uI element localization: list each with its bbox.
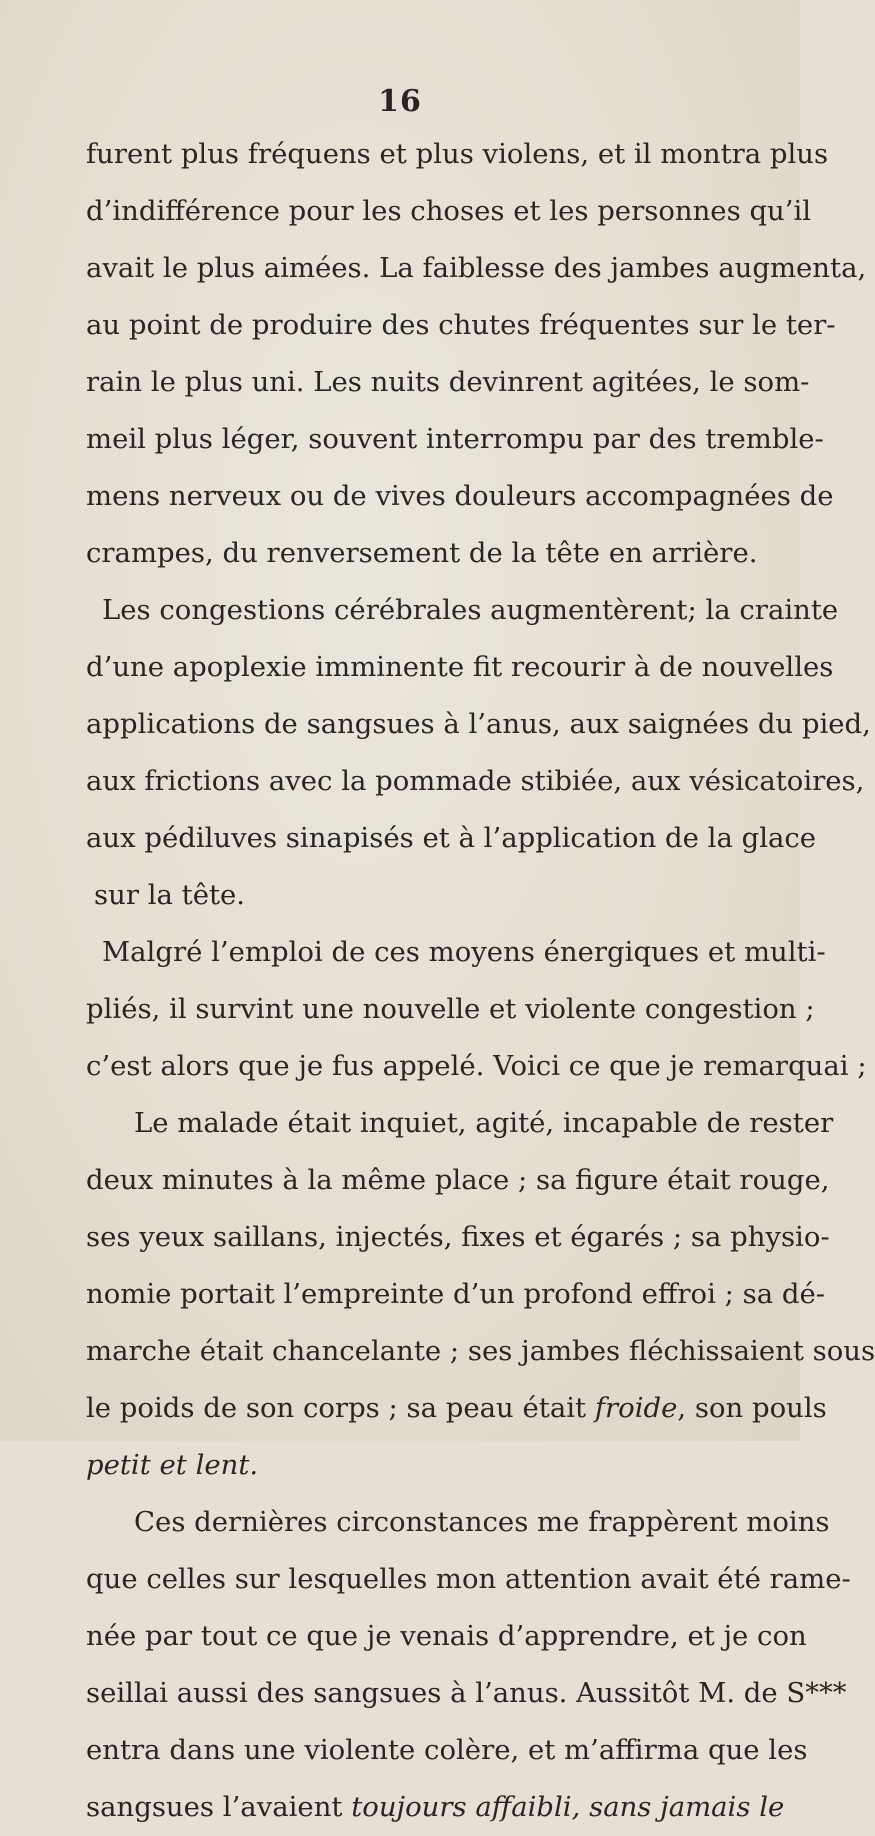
text-line: mens nerveux ou de vives douleurs accompagnées de <box>86 480 834 512</box>
text-line: ses yeux saillans, injectés, fixes et égarés ; sa physio- <box>86 1221 830 1253</box>
paragraph-start: Ces dernières circonstances me frappèrent moins <box>134 1506 830 1538</box>
text-line: nomie portait l’empreinte d’un profond effroi ; sa dé- <box>86 1278 826 1310</box>
text-line: au point de produire des chutes fréquentes sur le ter- <box>86 309 836 341</box>
text-line: d’une apoplexie imminente fit recourir à de nouvelles <box>86 651 834 683</box>
text-span: le poids de son corps ; sa peau était <box>86 1392 595 1424</box>
text-line: aux frictions avec la pommade stibiée, aux vésicatoires, <box>86 765 865 797</box>
paragraph-start: Le malade était inquiet, agité, incapable de rester <box>134 1107 834 1139</box>
text-line-mixed <box>86 1380 827 1437</box>
italic-phrase: toujours affaibli <box>351 1791 572 1823</box>
text-line: c’est alors que je fus appelé. Voici ce que je remarquai ; <box>86 1050 867 1082</box>
text-line: meil plus léger, souvent interrompu par des tremble- <box>86 423 824 455</box>
paragraph-start: Malgré l’emploi de ces moyens énergiques et multi- <box>102 936 826 968</box>
text-line: née par tout ce que je venais d’apprendre, et je con <box>86 1620 807 1652</box>
text-line: sur la tête. <box>94 879 246 911</box>
text-line: aux pédiluves sinapisés et à l’application de la glace <box>86 822 817 854</box>
text-line: pliés, il survint une nouvelle et violente congestion ; <box>86 993 815 1025</box>
text-line: marche était chancelante ; ses jambes fléchissaient sous <box>86 1335 875 1367</box>
text-line: entra dans une violente colère, et m’affirma que les <box>86 1734 808 1766</box>
paragraph-start: Les congestions cérébrales augmentèrent; la crainte <box>102 594 839 626</box>
text-span: , son pouls <box>677 1392 827 1424</box>
text-span: sangsues l’avaient <box>86 1791 352 1823</box>
text-line: que celles sur lesquelles mon attention avait été rame- <box>86 1563 851 1595</box>
text-line: seillai aussi des sangsues à l’anus. Aussitôt M. de S*** <box>86 1677 847 1709</box>
page-number: 16 <box>378 84 422 119</box>
italic-line: petit et lent. <box>86 1449 259 1481</box>
body-text <box>86 126 875 1836</box>
text-line: furent plus fréquens et plus violens, et il montra plus <box>86 138 829 170</box>
text-line: rain le plus uni. Les nuits devinrent agitées, le som- <box>86 366 810 398</box>
italic-phrase: , sans jamais <box>571 1791 751 1823</box>
italic-word: le <box>750 1791 785 1823</box>
text-line: crampes, du renversement de la tête en arrière. <box>86 537 758 569</box>
italic-word: froide <box>594 1392 678 1424</box>
text-line: d’indifférence pour les choses et les personnes qu’il <box>86 195 812 227</box>
text-line-mixed <box>86 1779 785 1836</box>
text-line: applications de sangsues à l’anus, aux saignées du pied, <box>86 708 871 740</box>
text-line: avait le plus aimées. La faiblesse des jambes augmenta, <box>86 252 867 284</box>
text-line: deux minutes à la même place ; sa figure était rouge, <box>86 1164 830 1196</box>
